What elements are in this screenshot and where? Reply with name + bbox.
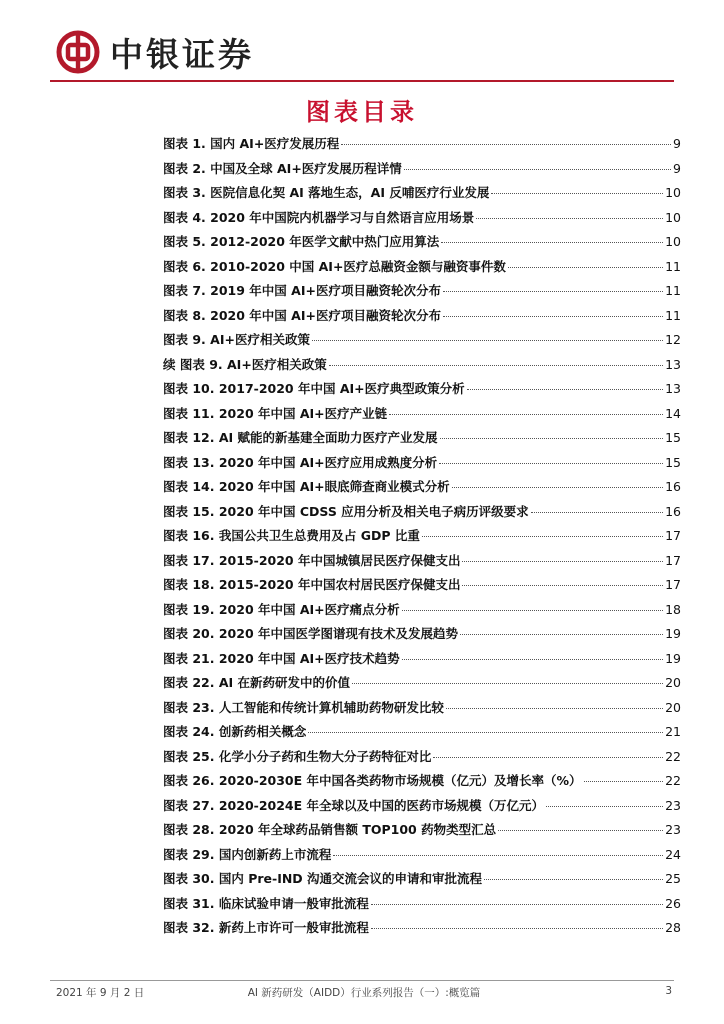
toc-entry[interactable] — [163, 894, 681, 919]
toc-entry-page: 13 — [665, 356, 681, 372]
toc-entry-page: 24 — [665, 846, 681, 862]
toc-entry[interactable] — [163, 624, 681, 649]
bank-of-china-logo-icon — [56, 30, 100, 74]
toc-leader-dots — [441, 242, 663, 243]
toc-entry-page: 14 — [665, 405, 681, 421]
toc-entry[interactable] — [163, 355, 681, 380]
toc-entry-page: 18 — [665, 601, 681, 617]
toc-leader-dots — [498, 830, 663, 831]
toc-leader-dots — [402, 659, 663, 660]
toc-entry-label: 图表 7. 2019 年中国 AI+医疗项目融资轮次分布 — [163, 283, 441, 298]
toc-entry-label: 图表 5. 2012-2020 年医学文献中热门应用算法 — [163, 234, 440, 249]
toc-entry-page: 15 — [665, 430, 681, 445]
header-divider — [50, 80, 674, 82]
toc-entry-label: 图表 23. 人工智能和传统计算机辅助药物研发比较 — [163, 699, 444, 715]
toc-leader-dots — [440, 438, 664, 439]
toc-entry[interactable] — [163, 673, 681, 698]
toc-entry[interactable] — [163, 379, 681, 404]
toc-leader-dots — [462, 585, 663, 586]
toc-entry-page: 16 — [665, 503, 681, 519]
toc-entry-label: 图表 21. 2020 年中国 AI+医疗技术趋势 — [163, 650, 400, 666]
toc-entry[interactable] — [163, 649, 681, 674]
toc-leader-dots — [352, 683, 663, 684]
toc-leader-dots — [422, 536, 663, 537]
toc-entry-page: 17 — [665, 528, 681, 543]
toc-entry[interactable] — [163, 257, 681, 282]
toc-entry-label: 图表 1. 国内 AI+医疗发展历程 — [163, 136, 340, 151]
toc-leader-dots — [484, 879, 663, 880]
toc-entry-label: 图表 28. 2020 年全球药品销售额 TOP100 药物类型汇总 — [163, 822, 497, 837]
toc-entry-label: 续 图表 9. AI+医疗相关政策 — [163, 356, 327, 372]
toc-entry-label: 图表 4. 2020 年中国院内机器学习与自然语言应用场景 — [163, 209, 475, 225]
toc-leader-dots — [371, 928, 663, 929]
footer-date: 2021 年 9 月 2 日 — [56, 987, 145, 999]
toc-entry-page: 22 — [665, 773, 681, 788]
toc-entry[interactable] — [163, 869, 681, 894]
toc-leader-dots — [443, 291, 663, 292]
toc-leader-dots — [308, 732, 663, 733]
toc-entry-label: 图表 6. 2010-2020 中国 AI+医疗总融资金额与融资事件数 — [163, 258, 506, 274]
toc-entry-label: 图表 29. 国内创新药上市流程 — [163, 846, 332, 862]
toc-title: 图表目录 — [306, 98, 418, 126]
toc-entry-label: 图表 10. 2017-2020 年中国 AI+医疗典型政策分析 — [163, 381, 465, 396]
toc-entry[interactable] — [163, 134, 681, 159]
toc-entry-label: 图表 22. AI 在新药研发中的价值 — [163, 675, 351, 690]
toc-entry[interactable] — [163, 281, 681, 306]
toc-entry-page: 23 — [665, 797, 681, 813]
footer-report-title: AI 新药研发（AIDD）行业系列报告（一）:概览篇 — [247, 987, 481, 999]
toc-entry-label: 图表 17. 2015-2020 年中国城镇居民医疗保健支出 — [163, 552, 461, 568]
toc-leader-dots — [491, 193, 663, 194]
toc-leader-dots — [476, 218, 663, 219]
toc-entry-page: 11 — [665, 283, 681, 298]
toc-entry-page: 16 — [665, 479, 681, 494]
toc-entry-page: 17 — [665, 552, 681, 568]
toc-entry[interactable] — [163, 159, 681, 184]
toc-entry-label: 图表 9. AI+医疗相关政策 — [163, 332, 310, 347]
brand-name: 中银证券 — [110, 34, 254, 74]
toc-entry-label: 图表 3. 医院信息化契 AI 落地生态，AI 反哺医疗行业发展 — [163, 185, 490, 200]
toc-entry-label: 图表 20. 2020 年中国医学图谱现有技术及发展趋势 — [163, 626, 458, 641]
toc-entry[interactable] — [163, 330, 681, 355]
toc-entry[interactable] — [163, 747, 681, 772]
toc-entry-page: 19 — [665, 650, 681, 666]
toc-entry-page: 28 — [665, 920, 681, 935]
toc-leader-dots — [546, 806, 663, 807]
toc-entry-page: 10 — [665, 234, 681, 249]
toc-entry[interactable] — [163, 428, 681, 453]
toc-leader-dots — [402, 610, 663, 611]
toc-entry-label: 图表 13. 2020 年中国 AI+医疗应用成熟度分析 — [163, 454, 438, 470]
toc-entry-page: 15 — [665, 454, 681, 470]
toc-entry-page: 11 — [665, 258, 681, 274]
toc-entry[interactable] — [163, 796, 681, 821]
toc-leader-dots — [404, 169, 671, 170]
toc-leader-dots — [341, 144, 671, 145]
toc-entry-page: 23 — [665, 822, 681, 837]
toc-entry-label: 图表 11. 2020 年中国 AI+医疗产业链 — [163, 405, 388, 421]
toc-entry[interactable] — [163, 502, 681, 527]
toc-entry[interactable] — [163, 600, 681, 625]
toc-entry[interactable] — [163, 526, 681, 551]
toc-entry-label: 图表 14. 2020 年中国 AI+眼底筛查商业模式分析 — [163, 479, 450, 494]
toc-entry-label: 图表 27. 2020-2024E 年全球以及中国的医药市场规模（万亿元） — [163, 797, 545, 813]
toc-entry-label: 图表 25. 化学小分子药和生物大分子药特征对比 — [163, 748, 432, 764]
toc-leader-dots — [508, 267, 663, 268]
toc-leader-dots — [329, 365, 663, 366]
footer-divider — [50, 980, 674, 981]
toc-entry-label: 图表 8. 2020 年中国 AI+医疗项目融资轮次分布 — [163, 307, 441, 323]
toc-entry-label: 图表 12. AI 赋能的新基建全面助力医疗产业发展 — [163, 430, 438, 445]
toc-entry-label: 图表 15. 2020 年中国 CDSS 应用分析及相关电子病历评级要求 — [163, 503, 529, 519]
toc-leader-dots — [467, 389, 663, 390]
footer-page-number: 3 — [665, 985, 672, 997]
toc-entry[interactable] — [163, 845, 681, 870]
toc-leader-dots — [443, 316, 663, 317]
toc-entry-page: 20 — [665, 675, 681, 690]
toc-leader-dots — [333, 855, 663, 856]
toc-leader-dots — [446, 708, 663, 709]
toc-entry-page: 26 — [665, 895, 681, 911]
toc-entry-label: 图表 26. 2020-2030E 年中国各类药物市场规模（亿元）及增长率（%） — [163, 773, 582, 788]
toc-entry[interactable] — [163, 551, 681, 576]
page-footer — [56, 985, 672, 1001]
toc-entry-label: 图表 24. 创新药相关概念 — [163, 724, 307, 739]
toc-entry-label: 图表 2. 中国及全球 AI+医疗发展历程详情 — [163, 160, 402, 176]
toc-leader-dots — [312, 340, 663, 341]
toc-entry-page: 21 — [665, 724, 681, 739]
toc-entry[interactable] — [163, 477, 681, 502]
toc-entry[interactable] — [163, 183, 681, 208]
toc-entry[interactable] — [163, 306, 681, 331]
toc-leader-dots — [460, 634, 663, 635]
toc-entry-page: 10 — [665, 185, 681, 200]
toc-entry[interactable] — [163, 575, 681, 600]
toc-leader-dots — [531, 512, 663, 513]
toc-entry-page: 19 — [665, 626, 681, 641]
toc-entry-page: 12 — [665, 332, 681, 347]
toc-entry-page: 13 — [665, 381, 681, 396]
toc-entry[interactable] — [163, 404, 681, 429]
toc-entry-label: 图表 18. 2015-2020 年中国农村居民医疗保健支出 — [163, 577, 461, 592]
toc-entry-label: 图表 31. 临床试验申请一般审批流程 — [163, 895, 369, 911]
toc-leader-dots — [462, 561, 663, 562]
toc-leader-dots — [389, 414, 663, 415]
toc-entry[interactable] — [163, 453, 681, 478]
toc-entry[interactable] — [163, 918, 681, 943]
toc-entry-page: 10 — [665, 209, 681, 225]
toc-list — [163, 134, 681, 943]
toc-entry-page: 11 — [665, 307, 681, 323]
toc-leader-dots — [439, 463, 663, 464]
toc-leader-dots — [433, 757, 663, 758]
toc-entry[interactable] — [163, 820, 681, 845]
toc-entry-page: 9 — [673, 160, 681, 176]
toc-entry[interactable] — [163, 232, 681, 257]
toc-entry-label: 图表 30. 国内 Pre-IND 沟通交流会议的申请和审批流程 — [163, 871, 483, 886]
toc-entry[interactable] — [163, 771, 681, 796]
toc-entry-page: 25 — [665, 871, 681, 886]
toc-entry[interactable] — [163, 722, 681, 747]
page-header — [56, 28, 254, 76]
toc-leader-dots — [452, 487, 663, 488]
toc-entry-page: 22 — [665, 748, 681, 764]
toc-leader-dots — [371, 904, 663, 905]
toc-leader-dots — [584, 781, 664, 782]
toc-entry-label: 图表 16. 我国公共卫生总费用及占 GDP 比重 — [163, 528, 420, 543]
toc-entry-page: 9 — [673, 136, 681, 151]
toc-entry-label: 图表 32. 新药上市许可一般审批流程 — [163, 920, 369, 935]
toc-entry-label: 图表 19. 2020 年中国 AI+医疗痛点分析 — [163, 601, 400, 617]
toc-entry[interactable] — [163, 208, 681, 233]
toc-entry-page: 20 — [665, 699, 681, 715]
toc-entry[interactable] — [163, 698, 681, 723]
toc-entry-page: 17 — [665, 577, 681, 592]
